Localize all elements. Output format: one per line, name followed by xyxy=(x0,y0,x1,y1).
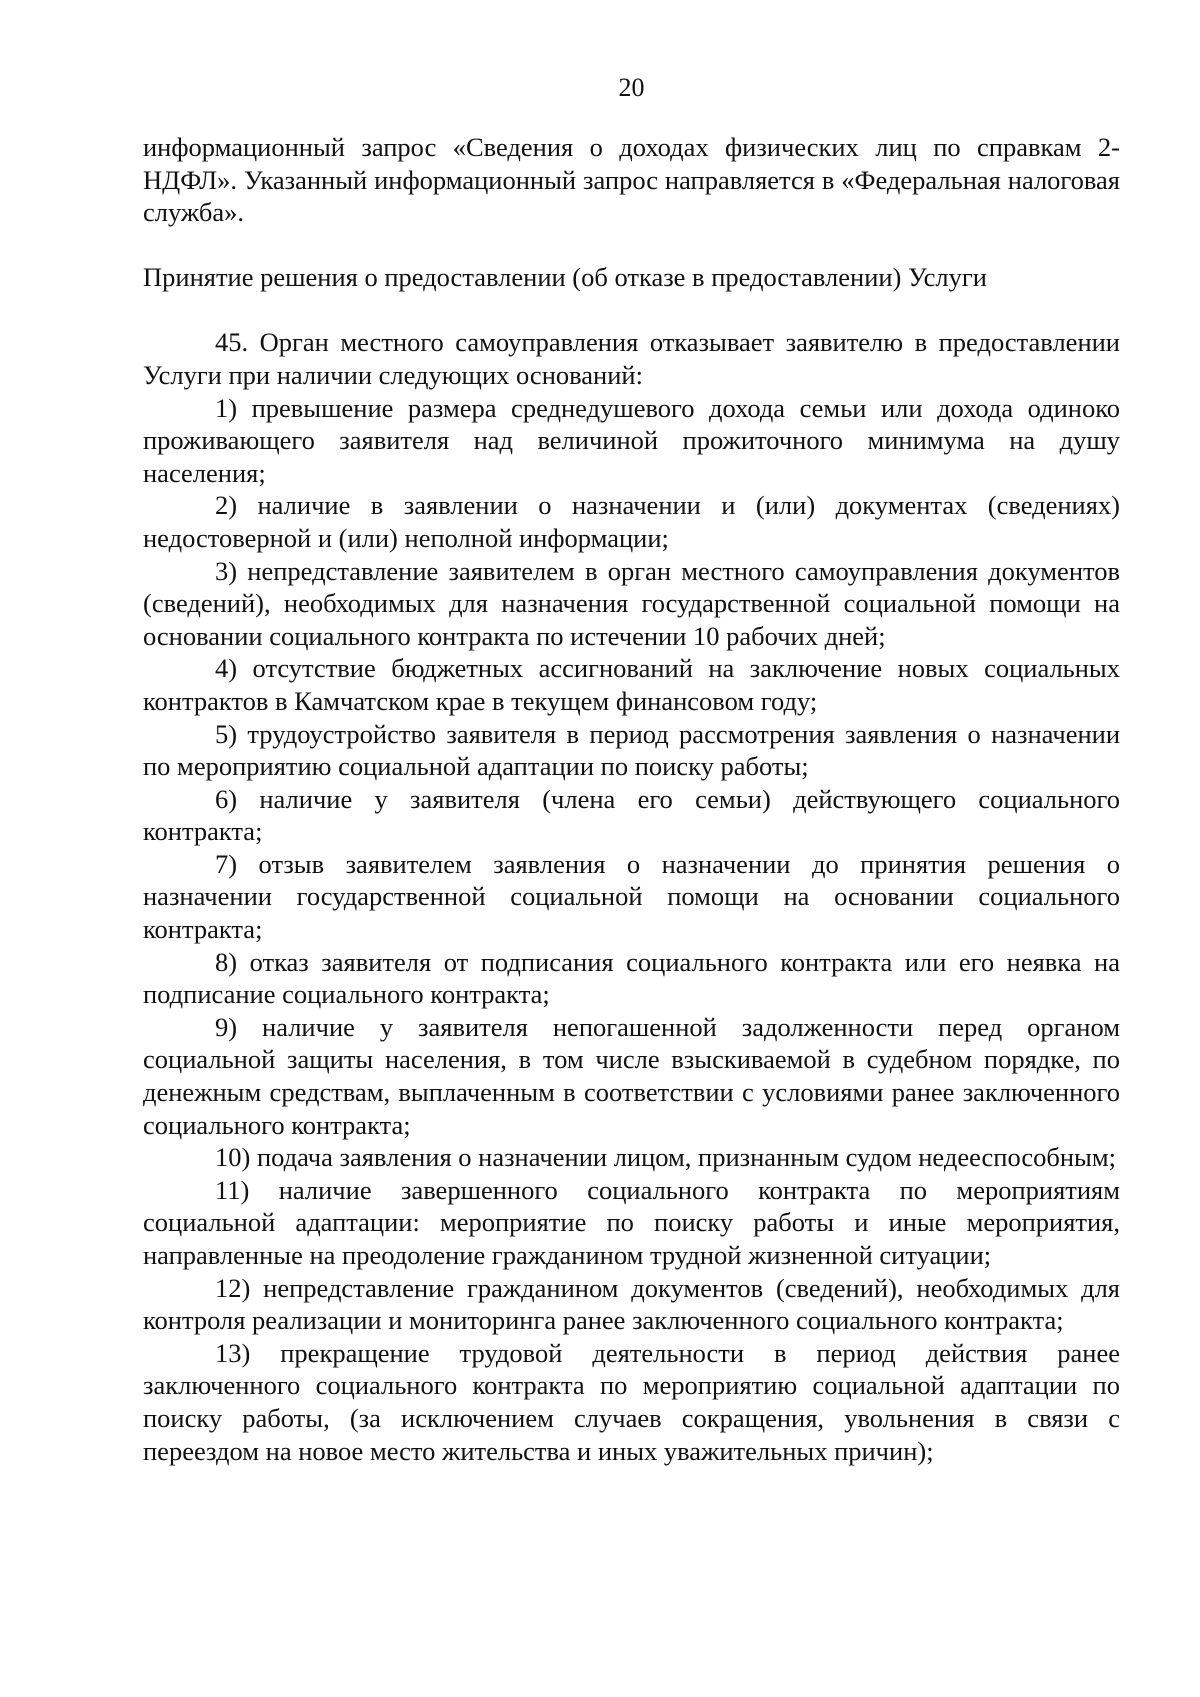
ground-item-9: 9) наличие у заявителя непогашенной задолженности перед органом социальной защиты населения, в том числе взыскиваемой в судебном порядке, по денежным средствам, выплаченным в соответствии с условиями ранее заключенного социального контракта; xyxy=(143,1011,1120,1140)
intro-paragraph: информационный запрос «Сведения о доходах физических лиц по справкам 2-НДФЛ». Указанный информационный запрос направляется в «Федеральная налоговая служба». xyxy=(143,132,1120,228)
ground-item-3: 3) непредставление заявителем в орган местного самоуправления документов (сведений), необходимых для назначения государственной социальной помощи на основании социального контракта по истечении 10 рабочих дней; xyxy=(143,555,1120,651)
ground-item-1: 1) превышение размера среднедушевого дохода семьи или дохода одиноко проживающего заявителя над величиной прожиточного минимума на душу населения; xyxy=(143,392,1120,488)
ground-item-11: 11) наличие завершенного социального контракта по мероприятиям социальной адаптации: мероприятие по поиску работы и иные мероприятия, направленные на преодоление гражданином трудной жизненной ситуации; xyxy=(143,1174,1120,1270)
ground-item-2: 2) наличие в заявлении о назначении и (или) документах (сведениях) недостоверной и (или) неполной информации; xyxy=(143,490,1120,553)
ground-item-10: 10) подача заявления о назначении лицом, признанным судом недееспособным; xyxy=(215,1142,1116,1173)
ground-item-7: 7) отзыв заявителем заявления о назначении до принятия решения о назначении государственной социальной помощи на основании социального контракта; xyxy=(143,848,1120,945)
ground-item-5: 5) трудоустройство заявителя в период рассмотрения заявления о назначении по мероприятию социальной адаптации по поиску работы; xyxy=(143,718,1120,782)
ground-item-13: 13) прекращение трудовой деятельности в период действия ранее заключенного социального контракта по мероприятию социальной адаптации по поиску работы, (за исключением случаев сокращения, увольнения в связи с переездом на новое место жительства и иных уважительных причин); xyxy=(143,1337,1120,1466)
page-number: 20 xyxy=(618,73,645,102)
document-body xyxy=(143,131,1120,1467)
ground-item-6: 6) наличие у заявителя (члена его семьи) действующего социального контракта; xyxy=(143,783,1120,847)
ground-item-4: 4) отсутствие бюджетных ассигнований на заключение новых социальных контрактов в Камчатском крае в текущем финансовом году; xyxy=(143,653,1120,716)
section-heading: Принятие решения о предоставлении (об отказе в предоставлении) Услуги xyxy=(143,261,987,292)
ground-item-8: 8) отказ заявителя от подписания социального контракта или его неявка на подписание социального контракта; xyxy=(143,946,1120,1010)
clause-45: 45. Орган местного самоуправления отказывает заявителю в предоставлении Услуги при наличии следующих оснований: xyxy=(143,327,1120,390)
ground-item-12: 12) непредставление гражданином документов (сведений), необходимых для контроля реализации и мониторинга ранее заключенного социального контракта; xyxy=(143,1272,1120,1336)
